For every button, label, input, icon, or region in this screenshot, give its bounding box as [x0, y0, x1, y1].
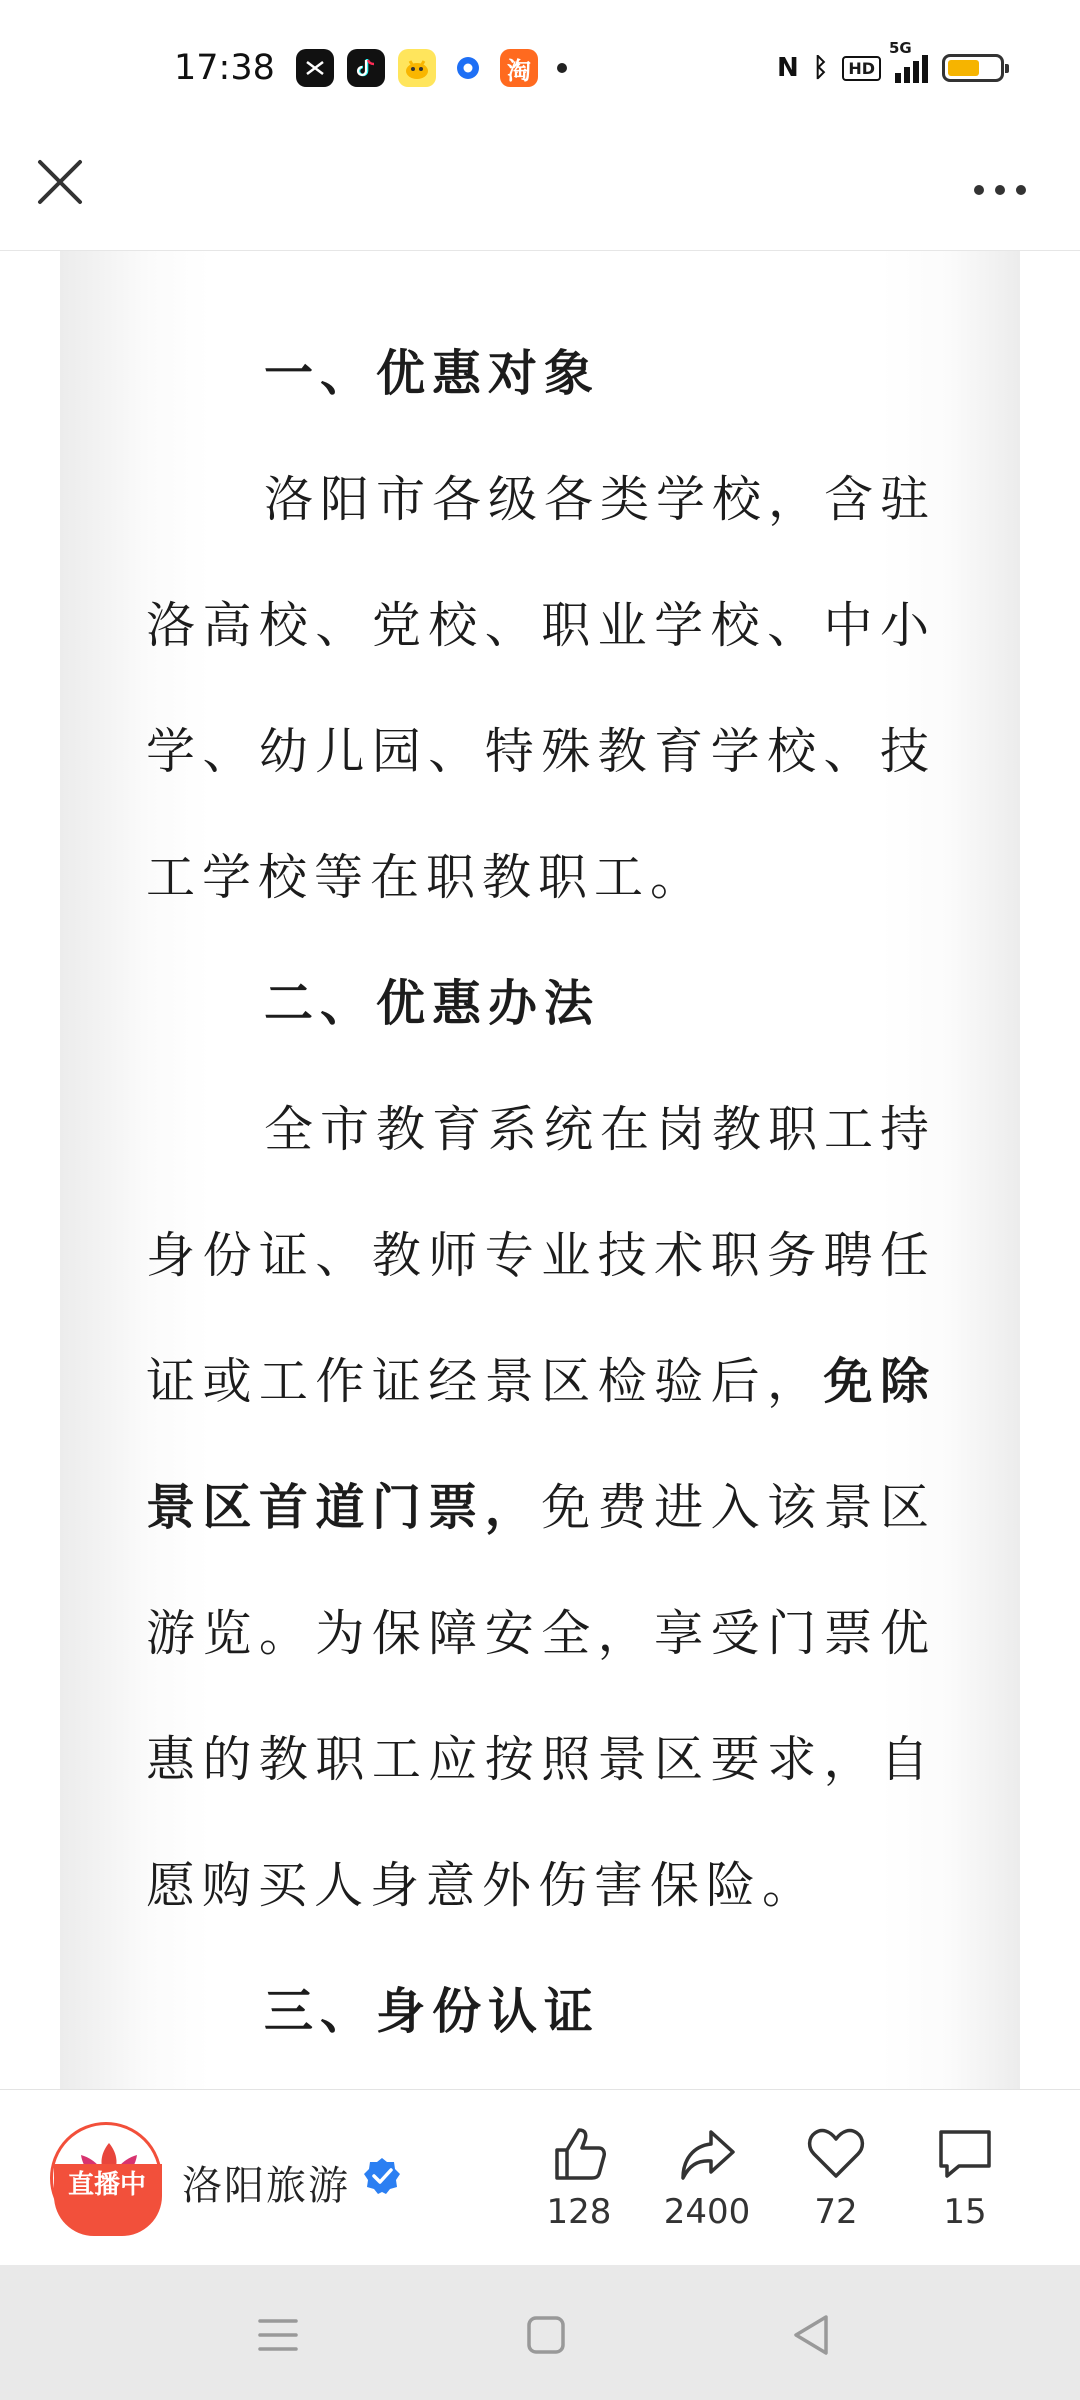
comment-bubble-icon: [935, 2124, 995, 2184]
heart-icon: [806, 2124, 866, 2184]
live-badge[interactable]: 直播中: [54, 2164, 162, 2236]
section-heading-3: 三、身份认证: [264, 1983, 601, 2040]
browser-icon: [449, 49, 487, 87]
close-button[interactable]: [30, 152, 90, 212]
like-count: 128: [546, 2192, 612, 2232]
status-time: 17:38: [174, 48, 275, 88]
back-button[interactable]: [782, 2305, 842, 2365]
verified-badge-icon: [362, 2156, 402, 2196]
back-triangle-icon: [782, 2305, 842, 2365]
share-count: 2400: [663, 2192, 751, 2232]
system-icons: [776, 39, 1004, 88]
more-dot-icon: [974, 185, 984, 195]
taobao-icon: 淘: [500, 49, 538, 87]
top-bar: [0, 140, 1080, 251]
favorite-count: 72: [814, 2192, 858, 2232]
more-options-button[interactable]: [960, 170, 1040, 210]
article-body: [146, 311, 936, 2075]
share-arrow-icon: [677, 2124, 737, 2184]
section-paragraph-1: 洛阳市各级各类学校，含驻洛高校、党校、职业学校、中小学、幼儿园、特殊教育学校、技工学校等在职教职工。: [146, 471, 937, 906]
system-navigation-bar: [0, 2265, 1080, 2400]
comment-count: 15: [943, 2192, 987, 2232]
favorite-button[interactable]: [776, 2124, 896, 2232]
article-scroll-area[interactable]: [0, 251, 1080, 2089]
home-square-icon: [516, 2305, 576, 2365]
paragraph-text: 全市教育系统在岗教职工持身份证、教师专业技术职务聘任证或工作证经景区检验后，: [146, 1101, 937, 1410]
battery-icon: [942, 54, 1004, 82]
bottom-action-bar: [0, 2089, 1080, 2266]
section-heading-1: 一、优惠对象: [264, 345, 601, 402]
more-dot-icon: [995, 185, 1005, 195]
more-notifications-dot: [557, 63, 567, 73]
capcut-icon: [296, 49, 334, 87]
notification-icons: [296, 48, 567, 88]
network-type: 5G: [889, 39, 912, 57]
bluetooth-icon: ᛒ: [812, 53, 829, 83]
menu-lines-icon: [248, 2305, 308, 2365]
comment-button[interactable]: [905, 2124, 1025, 2232]
more-dot-icon: [1016, 185, 1026, 195]
douyin-icon: [347, 49, 385, 87]
share-button[interactable]: [647, 2124, 767, 2232]
nfc-icon: N: [776, 53, 799, 83]
recent-apps-button[interactable]: [248, 2305, 308, 2365]
fastapp-icon: [398, 49, 436, 87]
like-button[interactable]: [519, 2124, 639, 2232]
hd-voice-icon: HD: [842, 56, 881, 81]
section-paragraph-2: [146, 1067, 936, 1949]
highlight-text: 免除景区首道门票，: [146, 1353, 936, 1536]
thumbs-up-icon: [549, 2124, 609, 2184]
close-icon: [30, 152, 90, 212]
paragraph-text: 免费进入该景区游览。为保障安全，享受门票优惠的教职工应按照景区要求，自愿购买人身意外伤害保险。: [146, 1479, 936, 1914]
home-button[interactable]: [516, 2305, 576, 2365]
author-name[interactable]: 洛阳旅游: [182, 2163, 350, 2209]
status-bar: [0, 0, 1080, 140]
section-heading-2: 二、优惠办法: [264, 975, 601, 1032]
signal-icon: [889, 39, 928, 83]
